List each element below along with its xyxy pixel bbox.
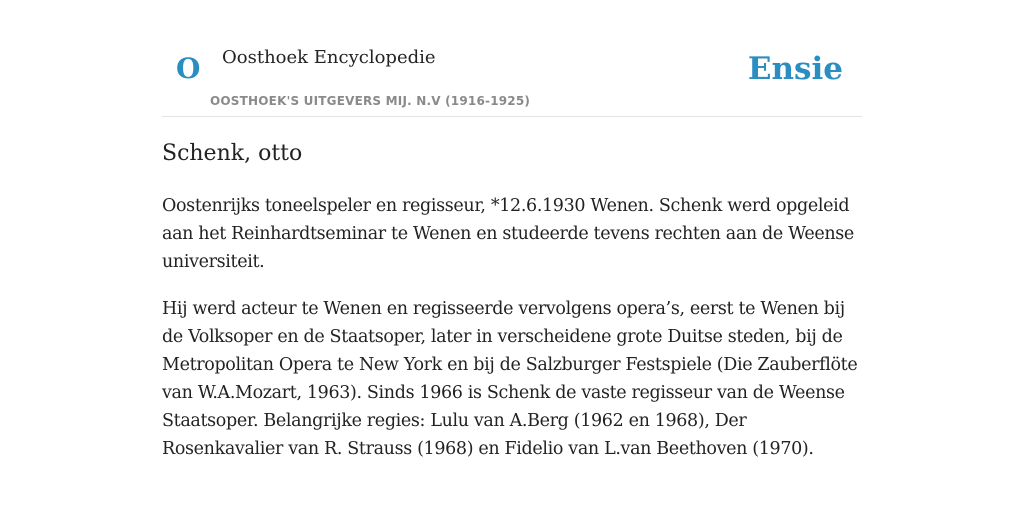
- source-title[interactable]: Oosthoek Encyclopedie: [222, 47, 436, 68]
- entry-paragraph-1: Oostenrijks toneelspeler en regisseur, *12.6.1930 Wenen. Schenk werd opgeleid aan het Reinhardtseminar te Wenen en studeerde tevens rechten aan de Weense universiteit.: [162, 196, 854, 272]
- source-logo: O: [176, 52, 201, 85]
- entry-body: [162, 192, 862, 482]
- source-header: [162, 0, 862, 117]
- ensie-logo-link[interactable]: Ensie: [747, 51, 843, 87]
- entry-paragraph-2: Hij werd acteur te Wenen en regisseerde vervolgens opera’s, eerst te Wenen bij de Volksoper en de Staatsoper, later in verscheidene grote Duitse steden, bij de Metropolitan Opera te New York en bij de Salzburger Festspiele (Die Zauberflöte van W.A.Mozart, 1963). Sinds 1966 is Schenk de vaste regisseur van de Weense Staatsoper. Belangrijke regies: Lulu van A.Berg (1962 en 1968), Der Rosenkavalier van R. Strauss (1968) en Fidelio van L.van Beethoven (1970).: [162, 299, 858, 459]
- entry-title: Schenk, otto: [162, 141, 303, 166]
- source-subtitle: OOSTHOEK'S UITGEVERS MIJ. N.V (1916-1925): [210, 94, 531, 108]
